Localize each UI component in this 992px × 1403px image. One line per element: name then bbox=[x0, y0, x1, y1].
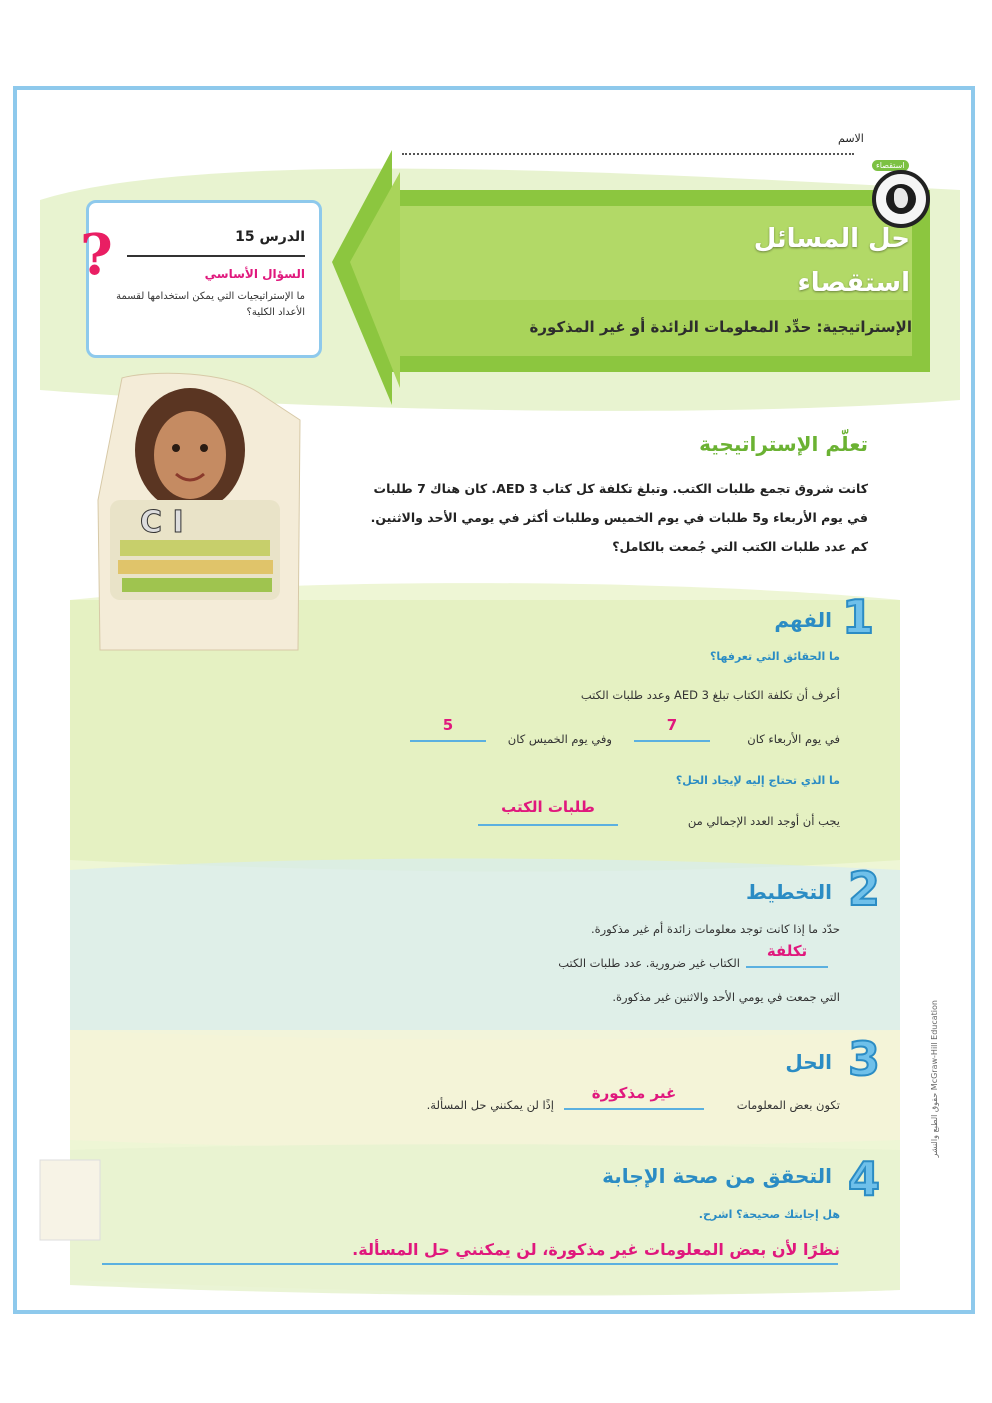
step3-line-a: تكون بعض المعلومات bbox=[736, 1098, 840, 1112]
step4-number: 4 bbox=[847, 1152, 880, 1206]
copyright-credit: McGraw-Hill Education حقوق الطبع والنشر bbox=[930, 1000, 939, 1158]
step2-line3: التي جمعت في يومي الأحد والاثنين غير مذكورة. bbox=[612, 990, 840, 1004]
step1-question2: ما الذي تحتاج إليه لإيجاد الحل؟ bbox=[675, 774, 840, 787]
step1-title: الفهم bbox=[774, 608, 832, 632]
lesson-divider bbox=[127, 255, 305, 257]
step1-line3: يجب أن أوجد العدد الإجمالي من bbox=[687, 814, 840, 828]
step3-title: الحل bbox=[785, 1050, 832, 1074]
step1-question1: ما الحقائق التي تعرفها؟ bbox=[709, 650, 840, 663]
svg-text:C I: C I bbox=[140, 505, 184, 540]
name-label: الاسم bbox=[838, 132, 864, 145]
step2-line1: حدّد ما إذا كانت توجد معلومات زائدة أم غير مذكورة. bbox=[590, 922, 840, 936]
answer-thursday: 5 bbox=[442, 716, 454, 734]
step3-line-b: إذًا لن يمكنني حل المسألة. bbox=[426, 1098, 554, 1112]
final-answer: نظرًا لأن بعض المعلومات غير مذكورة، لن يمكنني حل المسألة. bbox=[352, 1240, 840, 1259]
lesson-number: الدرس 15 bbox=[235, 229, 305, 245]
paper-note bbox=[40, 1160, 100, 1240]
step4-title: التحقق من صحة الإجابة bbox=[602, 1164, 832, 1188]
page-title-line2: استقصاء bbox=[797, 268, 910, 298]
girl-photo bbox=[98, 373, 300, 650]
globe-icon bbox=[872, 170, 930, 228]
step3-band bbox=[70, 1030, 900, 1148]
step1-line1: أعرف أن تكلفة الكتاب تبلغ AED 3 وعدد طلبات الكتب bbox=[580, 688, 840, 702]
problem-line: كانت شروق تجمع طلبات الكتب. وتبلغ تكلفة كل كتاب AED 3. كان هناك 7 طلبات bbox=[373, 481, 868, 496]
problem-text bbox=[368, 474, 868, 561]
answer-wednesday: 7 bbox=[666, 716, 678, 734]
step2-number: 2 bbox=[847, 862, 880, 916]
answer-missing: غير مذكورة bbox=[591, 1084, 677, 1102]
step1-number: 1 bbox=[841, 590, 874, 644]
step3-number: 3 bbox=[847, 1032, 880, 1086]
step1-line2b: وفي يوم الخميس كان bbox=[507, 732, 612, 746]
investigation-badge: استقصاء bbox=[872, 160, 909, 171]
learn-strategy-title: تعلّم الإستراتيجية bbox=[699, 432, 868, 456]
strategy-subtitle: الإستراتيجية: حدِّد المعلومات الزائدة أو غير المذكورة bbox=[529, 318, 912, 336]
essential-question-label: السؤال الأساسي bbox=[204, 267, 305, 281]
name-line[interactable] bbox=[402, 141, 854, 155]
answer-total: طلبات الكتب bbox=[501, 798, 595, 816]
essential-question: ما الإستراتيجيات التي يمكن استخدامها لقسمة الأعداد الكلية؟ bbox=[116, 291, 305, 318]
answer-cost: تكلفة bbox=[766, 942, 808, 960]
lesson-card bbox=[86, 200, 322, 358]
problem-line: كم عدد طلبات الكتب التي جُمعت بالكامل؟ bbox=[612, 539, 868, 554]
question-mark-icon: ? bbox=[80, 222, 113, 288]
step2-title: التخطيط bbox=[745, 880, 832, 904]
problem-line: في يوم الأربعاء و5 طلبات في يوم الخميس وطلبات أكثر في يومي الأحد والاثنين. bbox=[370, 510, 868, 525]
step2-line2: الكتاب غير ضرورية. عدد طلبات الكتب bbox=[558, 956, 740, 970]
step4-question: هل إجابتك صحيحة؟ اشرح. bbox=[698, 1208, 840, 1221]
step1-line2a: في يوم الأربعاء كان bbox=[747, 732, 840, 746]
page-title: حل المسائل bbox=[753, 224, 910, 254]
